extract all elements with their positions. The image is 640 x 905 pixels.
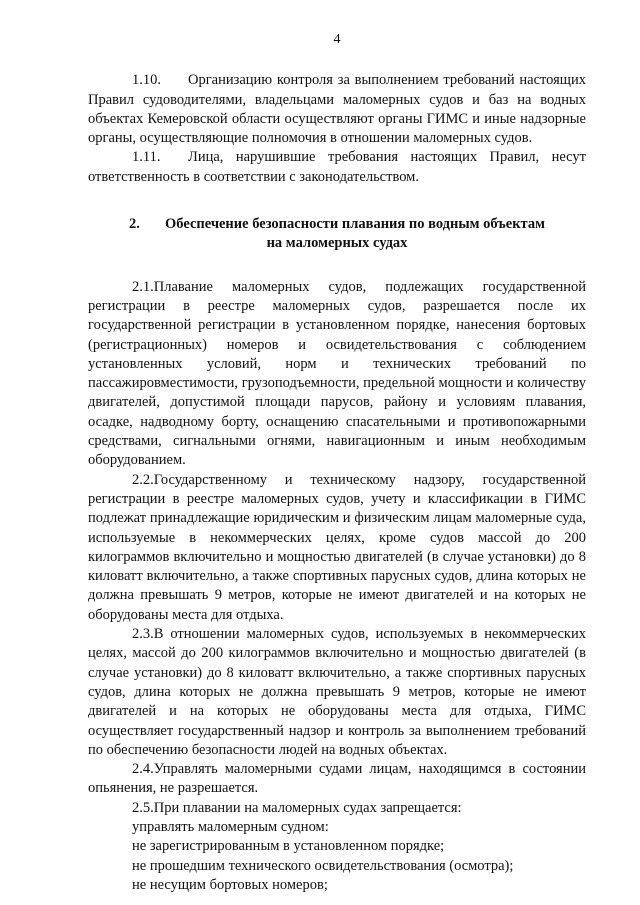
prohibition-list [88, 818, 586, 895]
paragraph-2-5: 2.5.При плавании на маломерных судах запрещается: [132, 799, 462, 816]
paragraph-1-11 [88, 148, 586, 187]
list-item: не прошедшим технического освидетельствования (осмотра); [132, 857, 514, 874]
list-item: не несущим бортовых номеров; [132, 876, 328, 893]
paragraph-1-10 [88, 71, 586, 148]
paragraph-2-4: 2.4.Управлять маломерными судами лицам, находящимся в состоянии опьянения, не разрешается. [88, 761, 586, 797]
section-heading [88, 215, 586, 254]
section-title-line-2: на маломерных судах [266, 235, 408, 252]
section-number: 2. [129, 216, 140, 233]
paragraph-number: 1.11. [132, 149, 161, 166]
paragraph-text: Лица, нарушившие требования настоящих Правил, несут ответственность в соответствии с законодательством. [88, 149, 586, 185]
paragraph-2-1: 2.1.Плавание маломерных судов, подлежащих государственной регистрации в реестре маломерных судов, разрешается после их государственной регистрации в установленном порядке, нанесения бортовых (регистрационных) номеров и освидетельствования с соблюдением установленных условий, норм и технических требований по пассажировместимости, грузоподъемности, предельной мощности и количеству двигателей, допустимой площади парусов, району и условиям плавания, осадке, надводному борту, оснащению спасательными и противопожарными средствами, сигнальными огнями, навигационным и иным необходимым оборудованием. [88, 278, 586, 469]
section-title-line-1: Обеспечение безопасности плавания по водным объектам [165, 216, 545, 233]
list-item: управлять маломерным судном: [132, 818, 329, 835]
page-number: 4 [333, 32, 341, 47]
paragraph-number: 1.10. [132, 72, 161, 89]
list-item: не зарегистрированным в установленном порядке; [132, 838, 445, 855]
paragraph-2-3: 2.3.В отношении маломерных судов, используемых в некоммерческих целях, массой до 200 килограммов включительно и мощностью двигателей (в случае установки) до 8 киловатт включительно, а также спортивных парусных судов, длина которых не должна превышать 9 метров, которые не имеют двигателей и на которых не оборудованы места для отдыха, ГИМС осуществляет государственный надзор и контроль за выполнением требований по обеспечению безопасности людей на водных объектах. [88, 626, 586, 758]
paragraph-2-2: 2.2.Государственному и техническому надзору, государственной регистрации в реестре маломерных судов, учету и классификации в ГИМС подлежат принадлежащие юридическим и физическим лицам маломерные суда, используемые в некоммерческих целях, кроме судов массой до 200 килограммов включительно и мощностью двигателей (в случае установки) до 8 киловатт включительно, а также спортивных парусных судов, длина которых не должна превышать 9 метров, которые не имеют двигателей и на которых не оборудованы места для отдыха. [88, 471, 586, 623]
paragraph-text: Организацию контроля за выполнением требований настоящих Правил судоводителями, владельцами маломерных судов и баз на водных объектах Кемеровской области осуществляют органы ГИМС и иные надзорные органы, осуществляющие полномочия в отношении маломерных судов. [88, 72, 586, 147]
